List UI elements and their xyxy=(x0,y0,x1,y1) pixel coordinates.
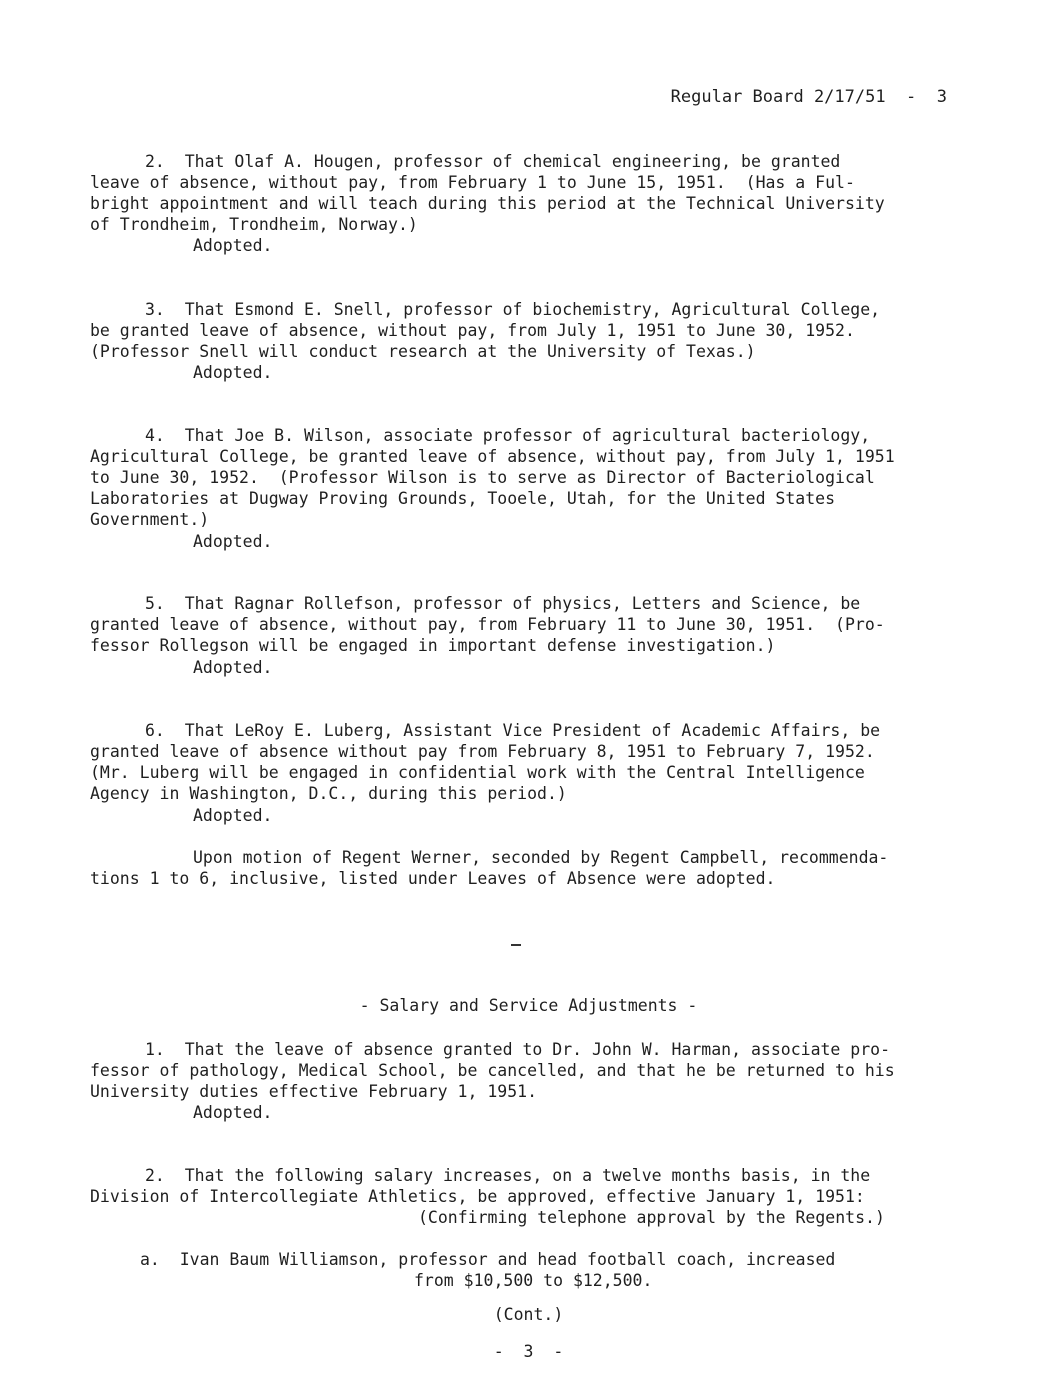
item-text-line: a. Ivan Baum Williamson, professor and head football coach, increased xyxy=(140,1250,836,1269)
page-number: - 3 - xyxy=(493,1342,564,1361)
adopted-label: Adopted. xyxy=(193,532,273,551)
item-text-line: Agency in Washington, D.C., during this period.) xyxy=(90,784,567,803)
adopted-label: Adopted. xyxy=(193,806,273,825)
adopted-label: Adopted. xyxy=(193,363,273,382)
item-text-line: Laboratories at Dugway Proving Grounds, Tooele, Utah, for the United States xyxy=(90,489,836,508)
item-text-line: fessor Rollegson will be engaged in important defense investigation.) xyxy=(90,636,776,655)
item-text-line: Agricultural College, be granted leave of absence, without pay, from July 1, 1951 xyxy=(90,447,895,466)
continued-label: (Cont.) xyxy=(493,1305,564,1324)
item-text-line: to June 30, 1952. (Professor Wilson is to serve as Director of Bacteriological xyxy=(90,468,875,487)
item-text-line: (Professor Snell will conduct research at the University of Texas.) xyxy=(90,342,756,361)
motion-line: tions 1 to 6, inclusive, listed under Leaves of Absence were adopted. xyxy=(90,869,776,888)
item-text-line: leave of absence, without pay, from February 1 to June 15, 1951. (Has a Ful- xyxy=(90,173,855,192)
adopted-label: Adopted. xyxy=(193,658,273,677)
item-text-line: University duties effective February 1, 1951. xyxy=(90,1082,538,1101)
item-text-line: 1. That the leave of absence granted to Dr. John W. Harman, associate pro- xyxy=(145,1040,891,1059)
section-heading: - Salary and Service Adjustments - xyxy=(359,996,698,1015)
motion-line: Upon motion of Regent Werner, seconded by Regent Campbell, recommenda- xyxy=(193,848,889,867)
adopted-label: Adopted. xyxy=(193,1103,273,1122)
item-text-line: 5. That Ragnar Rollefson, professor of physics, Letters and Science, be xyxy=(145,594,861,613)
item-text-line: Government.) xyxy=(90,510,210,529)
confirming-note: (Confirming telephone approval by the Regents.) xyxy=(418,1208,885,1227)
item-text-line: 3. That Esmond E. Snell, professor of biochemistry, Agricultural College, xyxy=(145,300,881,319)
item-text-line: granted leave of absence without pay from February 8, 1951 to February 7, 1952. xyxy=(90,742,875,761)
item-text-line: be granted leave of absence, without pay, from July 1, 1951 to June 30, 1952. xyxy=(90,321,855,340)
adopted-label: Adopted. xyxy=(193,236,273,255)
section-separator xyxy=(511,944,521,946)
page-header: Regular Board 2/17/51 - 3 xyxy=(670,87,947,107)
item-text-line: 4. That Joe B. Wilson, associate professor of agricultural bacteriology, xyxy=(145,426,871,445)
item-text-line: from $10,500 to $12,500. xyxy=(414,1271,653,1290)
item-text-line: of Trondheim, Trondheim, Norway.) xyxy=(90,215,418,234)
item-text-line: 2. That the following salary increases, on a twelve months basis, in the xyxy=(145,1166,871,1185)
item-text-line: 2. That Olaf A. Hougen, professor of chemical engineering, be granted xyxy=(145,152,841,171)
item-text-line: bright appointment and will teach during this period at the Technical University xyxy=(90,194,885,213)
item-text-line: granted leave of absence, without pay, from February 11 to June 30, 1951. (Pro- xyxy=(90,615,885,634)
item-text-line: 6. That LeRoy E. Luberg, Assistant Vice President of Academic Affairs, be xyxy=(145,721,881,740)
item-text-line: fessor of pathology, Medical School, be cancelled, and that he be returned to his xyxy=(90,1061,895,1080)
item-text-line: Division of Intercollegiate Athletics, be approved, effective January 1, 1951: xyxy=(90,1187,865,1206)
item-text-line: (Mr. Luberg will be engaged in confidential work with the Central Intelligence xyxy=(90,763,865,782)
